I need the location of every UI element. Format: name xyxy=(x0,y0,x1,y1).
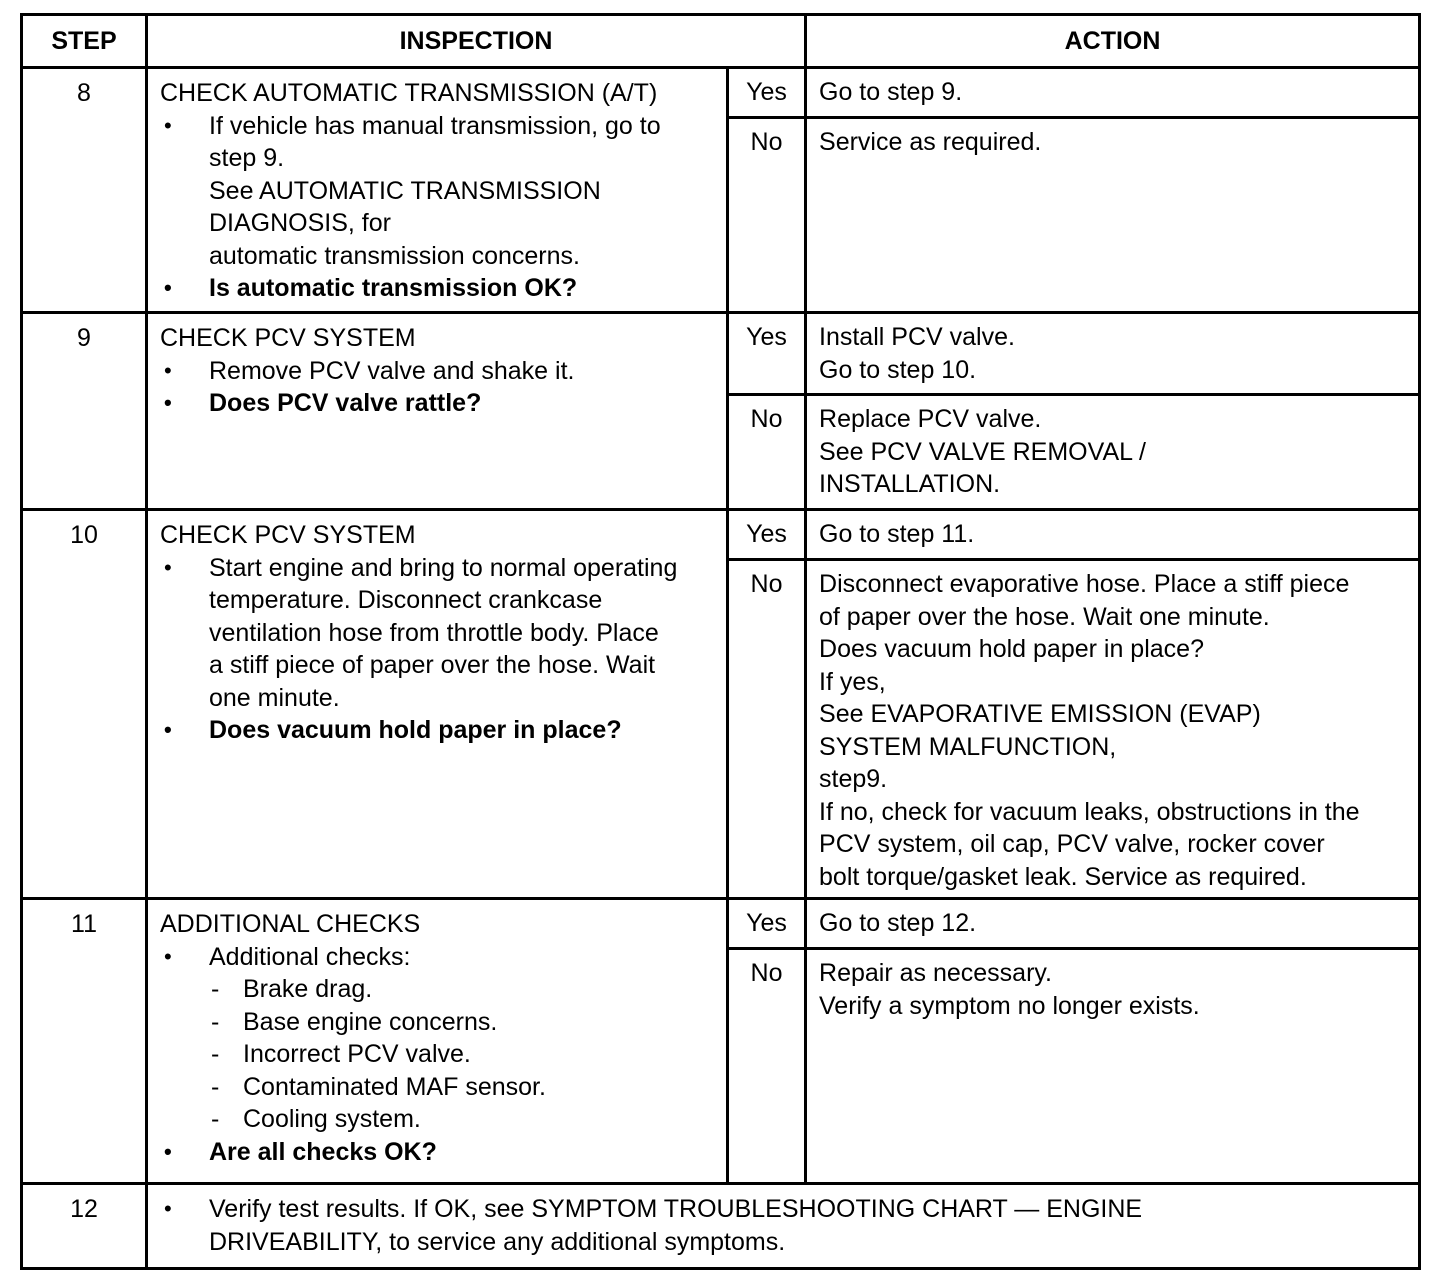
no-action xyxy=(806,560,1420,899)
no-action xyxy=(806,395,1420,510)
inspection-question: • Does vacuum hold paper in place? xyxy=(160,714,718,747)
text-line: step9. xyxy=(819,765,888,793)
step-11-inspection xyxy=(147,899,728,1184)
inspection-question: • Are all checks OK? xyxy=(160,1136,718,1169)
text-line: INSTALLATION. xyxy=(819,470,1001,498)
inspection-question: • Is automatic transmission OK? xyxy=(160,272,718,305)
yes-action xyxy=(806,899,1420,949)
text-line: See PCV VALVE REMOVAL / xyxy=(819,437,1146,466)
inspection-header: INSPECTION xyxy=(147,15,806,68)
sub-check-item: - Contaminated MAF sensor. xyxy=(209,1071,718,1104)
sub-check-item: - Base engine concerns. xyxy=(209,1006,718,1039)
step-title: CHECK PCV SYSTEM xyxy=(160,521,416,549)
text-line: Install PCV valve. xyxy=(819,323,1015,351)
inspection-bullet xyxy=(160,941,718,1136)
text-line: PCV system, oil cap, PCV valve, rocker cover xyxy=(819,830,1325,858)
text-line: one minute. xyxy=(209,683,340,712)
step-title: CHECK AUTOMATIC TRANSMISSION (A/T) xyxy=(160,79,658,107)
text-line: • Start engine and bring to normal operating xyxy=(209,553,678,582)
no-label: No xyxy=(728,949,806,1184)
yes-action xyxy=(806,313,1420,395)
diagnostic-table xyxy=(20,13,1421,1270)
text-line: bolt torque/gasket leak. Service as required. xyxy=(819,862,1307,891)
no-action xyxy=(806,949,1420,1184)
step-number: 10 xyxy=(22,510,147,899)
text-line: ventilation hose from throttle body. Place xyxy=(209,618,659,647)
step-9-row xyxy=(22,313,1420,395)
step-title: ADDITIONAL CHECKS xyxy=(160,910,421,938)
text-line: See EVAPORATIVE EMISSION (EVAP) xyxy=(819,700,1261,728)
sub-check-list xyxy=(209,973,718,1136)
inspection-bullet: • Remove PCV valve and shake it. xyxy=(160,355,718,388)
text-line: Repair as necessary. xyxy=(819,959,1052,987)
text-line: If yes, xyxy=(819,667,886,696)
inspection-bullet xyxy=(160,552,718,715)
sub-check-item: - Incorrect PCV valve. xyxy=(209,1038,718,1071)
no-action xyxy=(806,118,1420,313)
text-line: Verify a symptom no longer exists. xyxy=(819,991,1200,1020)
inspection-bullet xyxy=(160,110,718,273)
step-number: 8 xyxy=(22,68,147,313)
text-line: • If vehicle has manual transmission, go to xyxy=(209,111,661,140)
yes-action xyxy=(806,68,1420,118)
text-line: Go to step 9. xyxy=(819,78,963,106)
text-line: DIAGNOSIS, for xyxy=(209,209,391,237)
text-line: step 9. xyxy=(209,144,285,172)
step-12-inspection xyxy=(147,1184,1420,1269)
text-line: of paper over the hose. Wait one minute. xyxy=(819,602,1270,631)
step-number: 9 xyxy=(22,313,147,510)
no-label: No xyxy=(728,118,806,313)
yes-label: Yes xyxy=(728,313,806,395)
text-line: • Verify test results. If OK, see SYMPTOM TROUBLESHOOTING CHART — ENGINE xyxy=(209,1195,1143,1223)
step-number: 11 xyxy=(22,899,147,1184)
text-line: automatic transmission concerns. xyxy=(209,241,580,270)
text-line: See AUTOMATIC TRANSMISSION xyxy=(209,176,601,205)
step-10-row xyxy=(22,510,1420,560)
step-header: STEP xyxy=(22,15,147,68)
step-title: CHECK PCV SYSTEM xyxy=(160,324,416,352)
text-line: Go to step 10. xyxy=(819,355,977,384)
text-line: If no, check for vacuum leaks, obstructions in the xyxy=(819,797,1360,826)
step-number: 12 xyxy=(22,1184,147,1269)
yes-label: Yes xyxy=(728,68,806,118)
inspection-question: • Does PCV valve rattle? xyxy=(160,387,718,420)
text-line: Does vacuum hold paper in place? xyxy=(819,635,1204,663)
step-8-inspection xyxy=(147,68,728,313)
text-line: Service as required. xyxy=(819,128,1042,156)
text-line: Go to step 12. xyxy=(819,909,977,937)
no-label: No xyxy=(728,560,806,899)
step-8-row xyxy=(22,68,1420,118)
text-line: • Additional checks: xyxy=(209,942,411,971)
action-header: ACTION xyxy=(806,15,1420,68)
no-label: No xyxy=(728,395,806,510)
sub-check-item: - Brake drag. xyxy=(209,973,718,1006)
step-12-row xyxy=(22,1184,1420,1269)
header-row xyxy=(22,15,1420,68)
text-line: SYSTEM MALFUNCTION, xyxy=(819,732,1117,761)
text-line: DRIVEABILITY, to service any additional symptoms. xyxy=(209,1227,786,1256)
yes-label: Yes xyxy=(728,899,806,949)
text-line: Disconnect evaporative hose. Place a stiff piece xyxy=(819,570,1350,598)
step-9-inspection xyxy=(147,313,728,510)
text-line: Replace PCV valve. xyxy=(819,405,1042,433)
text-line: temperature. Disconnect crankcase xyxy=(209,586,603,614)
yes-action xyxy=(806,510,1420,560)
text-line: Go to step 11. xyxy=(819,520,975,548)
sub-check-item: - Cooling system. xyxy=(209,1103,718,1136)
text-line: a stiff piece of paper over the hose. Wait xyxy=(209,651,656,679)
yes-label: Yes xyxy=(728,510,806,560)
inspection-bullet xyxy=(160,1193,1410,1258)
step-10-inspection xyxy=(147,510,728,899)
step-11-row xyxy=(22,899,1420,949)
